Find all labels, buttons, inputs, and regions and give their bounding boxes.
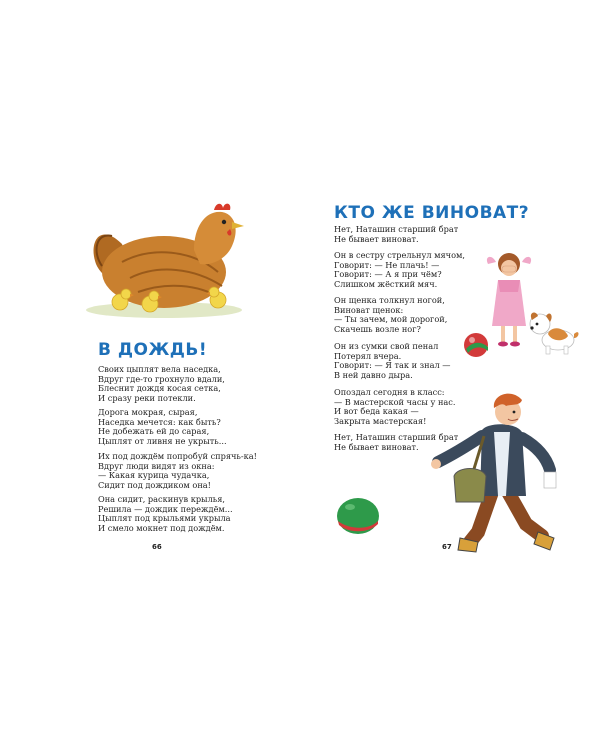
page-number: 67	[442, 543, 452, 551]
poem-line: Не добежать ей до сарая,	[98, 426, 210, 437]
green-ball-illustration	[336, 497, 380, 535]
poem-line: Цыплят под крыльями укрыла	[98, 513, 231, 524]
poem-line: Дорога мокрая, сырая,	[98, 407, 198, 417]
stanza	[98, 408, 227, 446]
puppy-illustration	[528, 308, 580, 356]
poem-line: Говорит: — Не плачь! —	[334, 259, 440, 270]
poem-line: Не бывает виноват.	[334, 233, 419, 244]
poem-line: Она сидит, раскинув крылья,	[98, 494, 225, 504]
stanza	[334, 251, 465, 289]
poem-line: Решила — дождик переждём...	[98, 503, 233, 514]
stanza	[98, 452, 257, 490]
poem-line: Говорит: — Я так и знал —	[334, 360, 451, 371]
poem-title: В ДОЖДЬ!	[98, 340, 208, 360]
poem-line: Закрыта мастерская!	[334, 415, 427, 426]
stanza	[334, 225, 458, 244]
girl-illustration	[484, 248, 534, 353]
poem-line: Нет, Наташин старший брат	[334, 432, 459, 442]
poem-line: И сразу реки потекли.	[98, 392, 196, 403]
poem-line: Слишком жёсткий мяч.	[334, 278, 438, 289]
page-number: 66	[152, 543, 162, 551]
poem-line: Цыплят от ливня не укрыть...	[98, 435, 227, 446]
right-page	[300, 0, 600, 750]
poem-line: Нет, Наташин старший брат	[334, 224, 459, 234]
poem-line: Он в сестру стрельнул мячом,	[334, 250, 465, 260]
poem-line: В ней давно дыра.	[334, 369, 413, 380]
poem-title: КТО ЖЕ ВИНОВАТ?	[334, 203, 530, 223]
stanza	[98, 365, 225, 403]
poem-line: Опоздал сегодня в класс:	[334, 387, 445, 397]
poem-line: Их под дождём попробуй спрячь-ка!	[98, 451, 257, 461]
poem-line: Он щенка толкнул ногой,	[334, 295, 445, 305]
poem-line: Сидит под дождиком она!	[98, 479, 211, 490]
poem-line: — В мастерской часы у нас.	[334, 396, 456, 407]
poem-line: Говорит: — А я при чём?	[334, 269, 442, 280]
poem-line: Блеснит дождя косая сетка,	[98, 383, 221, 394]
poem-line: Вдруг люди видят из окна:	[98, 460, 215, 471]
poem-line: — Ты зачем, мой дорогой,	[334, 314, 448, 325]
poem-line: Он из сумки свой пенал	[334, 341, 439, 351]
poem-line: Скачешь возле ног?	[334, 323, 421, 334]
poem-line: Виноват щенок:	[334, 304, 404, 315]
stanza	[98, 495, 233, 533]
red-ball-illustration	[463, 332, 489, 358]
poem-line: Вдруг где-то грохнуло вдали,	[98, 373, 225, 384]
poem-line: Своих цыплят вела наседка,	[98, 364, 221, 374]
poem-line: И смело мокнет под дождём.	[98, 522, 225, 533]
stanza	[334, 296, 447, 334]
poem-line: Не бывает виноват.	[334, 441, 419, 452]
boy-illustration	[430, 392, 575, 557]
hen-illustration	[82, 202, 247, 320]
stanza	[334, 342, 450, 380]
poem-line: Потерял вчера.	[334, 350, 402, 361]
poem-line: Наседка мечется: как быть?	[98, 416, 221, 427]
poem-line: — Какая курица чудачка,	[98, 470, 210, 481]
poem-line: И вот беда какая —	[334, 406, 419, 417]
